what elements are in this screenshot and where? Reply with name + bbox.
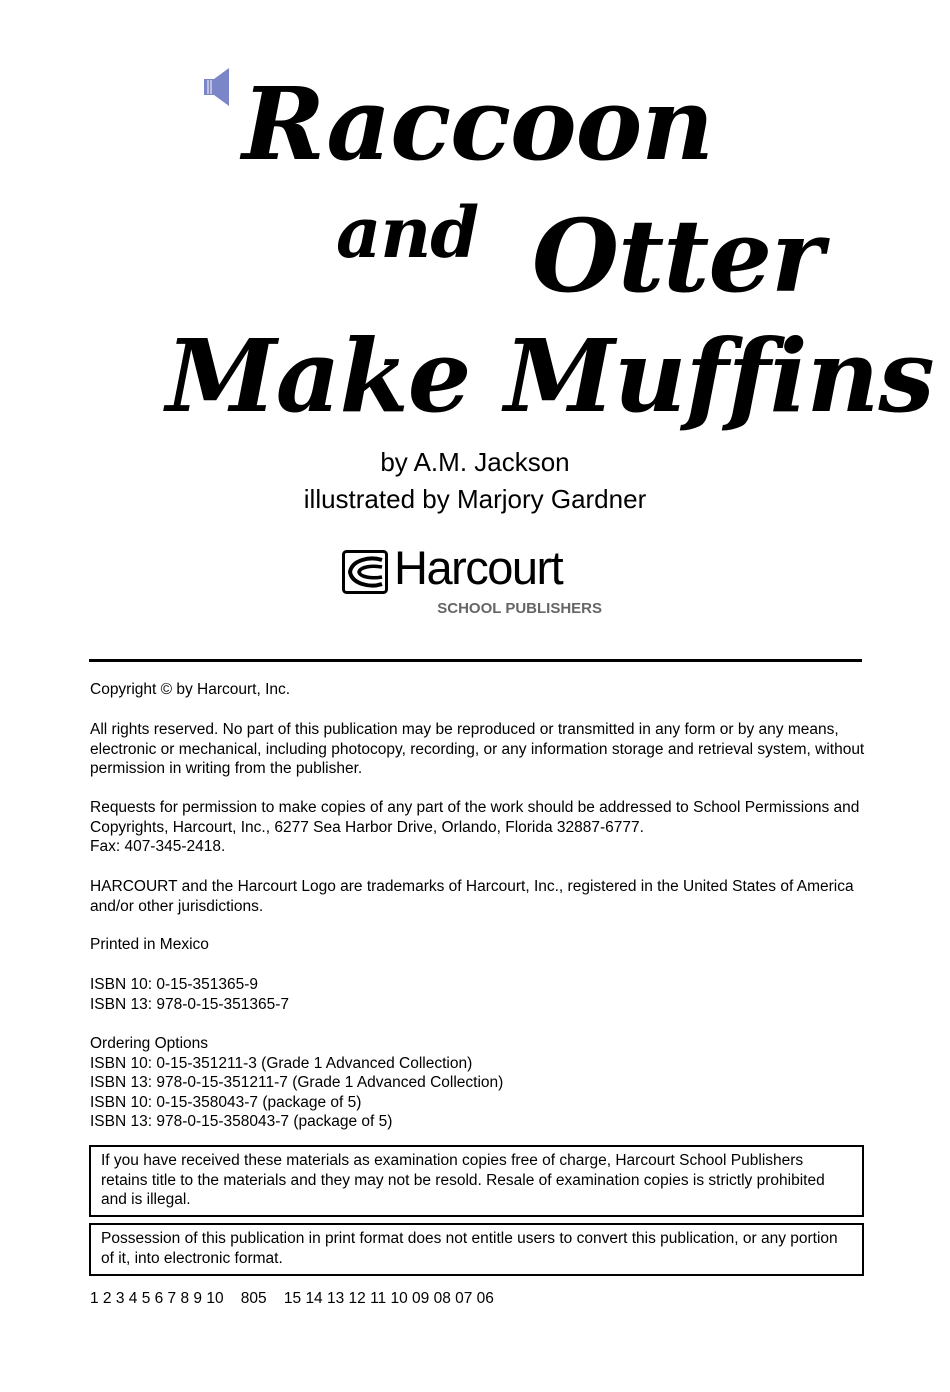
ordering-line: ISBN 10: 0-15-351211-3 (Grade 1 Advanced Collection)	[90, 1054, 473, 1072]
title-word-and: and	[336, 191, 479, 274]
isbn-line: ISBN 13: 978-0-15-351365-7	[90, 995, 290, 1013]
ordering-line: ISBN 10: 0-15-358043-7 (package of 5)	[90, 1093, 362, 1111]
harcourt-logo-mark-icon	[342, 550, 388, 594]
divider-rule	[89, 659, 862, 662]
publisher-name: Harcourt	[394, 541, 563, 594]
speaker-icon[interactable]	[204, 68, 230, 106]
ordering-line: ISBN 13: 978-0-15-351211-7 (Grade 1 Advanced Collection)	[90, 1074, 504, 1092]
illustrator-credit: illustrated by Marjory Gardner	[303, 484, 647, 514]
title-line-raccoon: Raccoon	[242, 65, 714, 183]
electronic-format-notice: Possession of this publication in print format does not entitle users to convert this publication, or any portion of it, into electronic format.	[89, 1223, 864, 1276]
title-word-otter: Otter	[532, 197, 823, 315]
copyright-notice: Copyright © by Harcourt, Inc.	[90, 681, 291, 698]
publisher-subtitle: SCHOOL PUBLISHERS	[437, 600, 602, 617]
examination-copies-notice: If you have received these materials as examination copies free of charge, Harcourt School Publishers retains title to the materials and they may not be resold. Resale of examination copies is strictly prohibited and is illegal.	[89, 1145, 864, 1217]
harcourt-logo	[342, 541, 604, 622]
ordering-options	[90, 1034, 865, 1132]
trademark-notice: HARCOURT and the Harcourt Logo are trademarks of Harcourt, Inc., registered in the United States of America and/or other jurisdictions.	[90, 878, 854, 915]
author-credit: by A.M. Jackson	[380, 447, 570, 477]
printed-in: Printed in Mexico	[90, 936, 209, 953]
print-line: 1 2 3 4 5 6 7 8 9 10 805 15 14 13 12 11 10 09 08 07 06	[90, 1290, 494, 1307]
ordering-heading: Ordering Options	[90, 1035, 209, 1052]
permissions-request: Requests for permission to make copies of any part of the work should be addressed to School Permissions and Copyrights, Harcourt, Inc., 6277 Sea Harbor Drive, Orlando, Florida 32887-6777. Fax: 407-345-2418.	[90, 799, 860, 856]
isbn-line: ISBN 10: 0-15-351365-9	[90, 976, 259, 993]
isbn-list	[90, 975, 865, 1014]
title-line-make-muffins: Make Muffins	[166, 317, 934, 435]
ordering-line: ISBN 13: 978-0-15-358043-7 (package of 5)	[90, 1113, 393, 1131]
rights-notice: All rights reserved. No part of this publication may be reproduced or transmitted in any form or by any means, electronic or mechanical, including photocopy, recording, or any information storage and retrieval system, without permission in writing from the publisher.	[90, 721, 865, 778]
